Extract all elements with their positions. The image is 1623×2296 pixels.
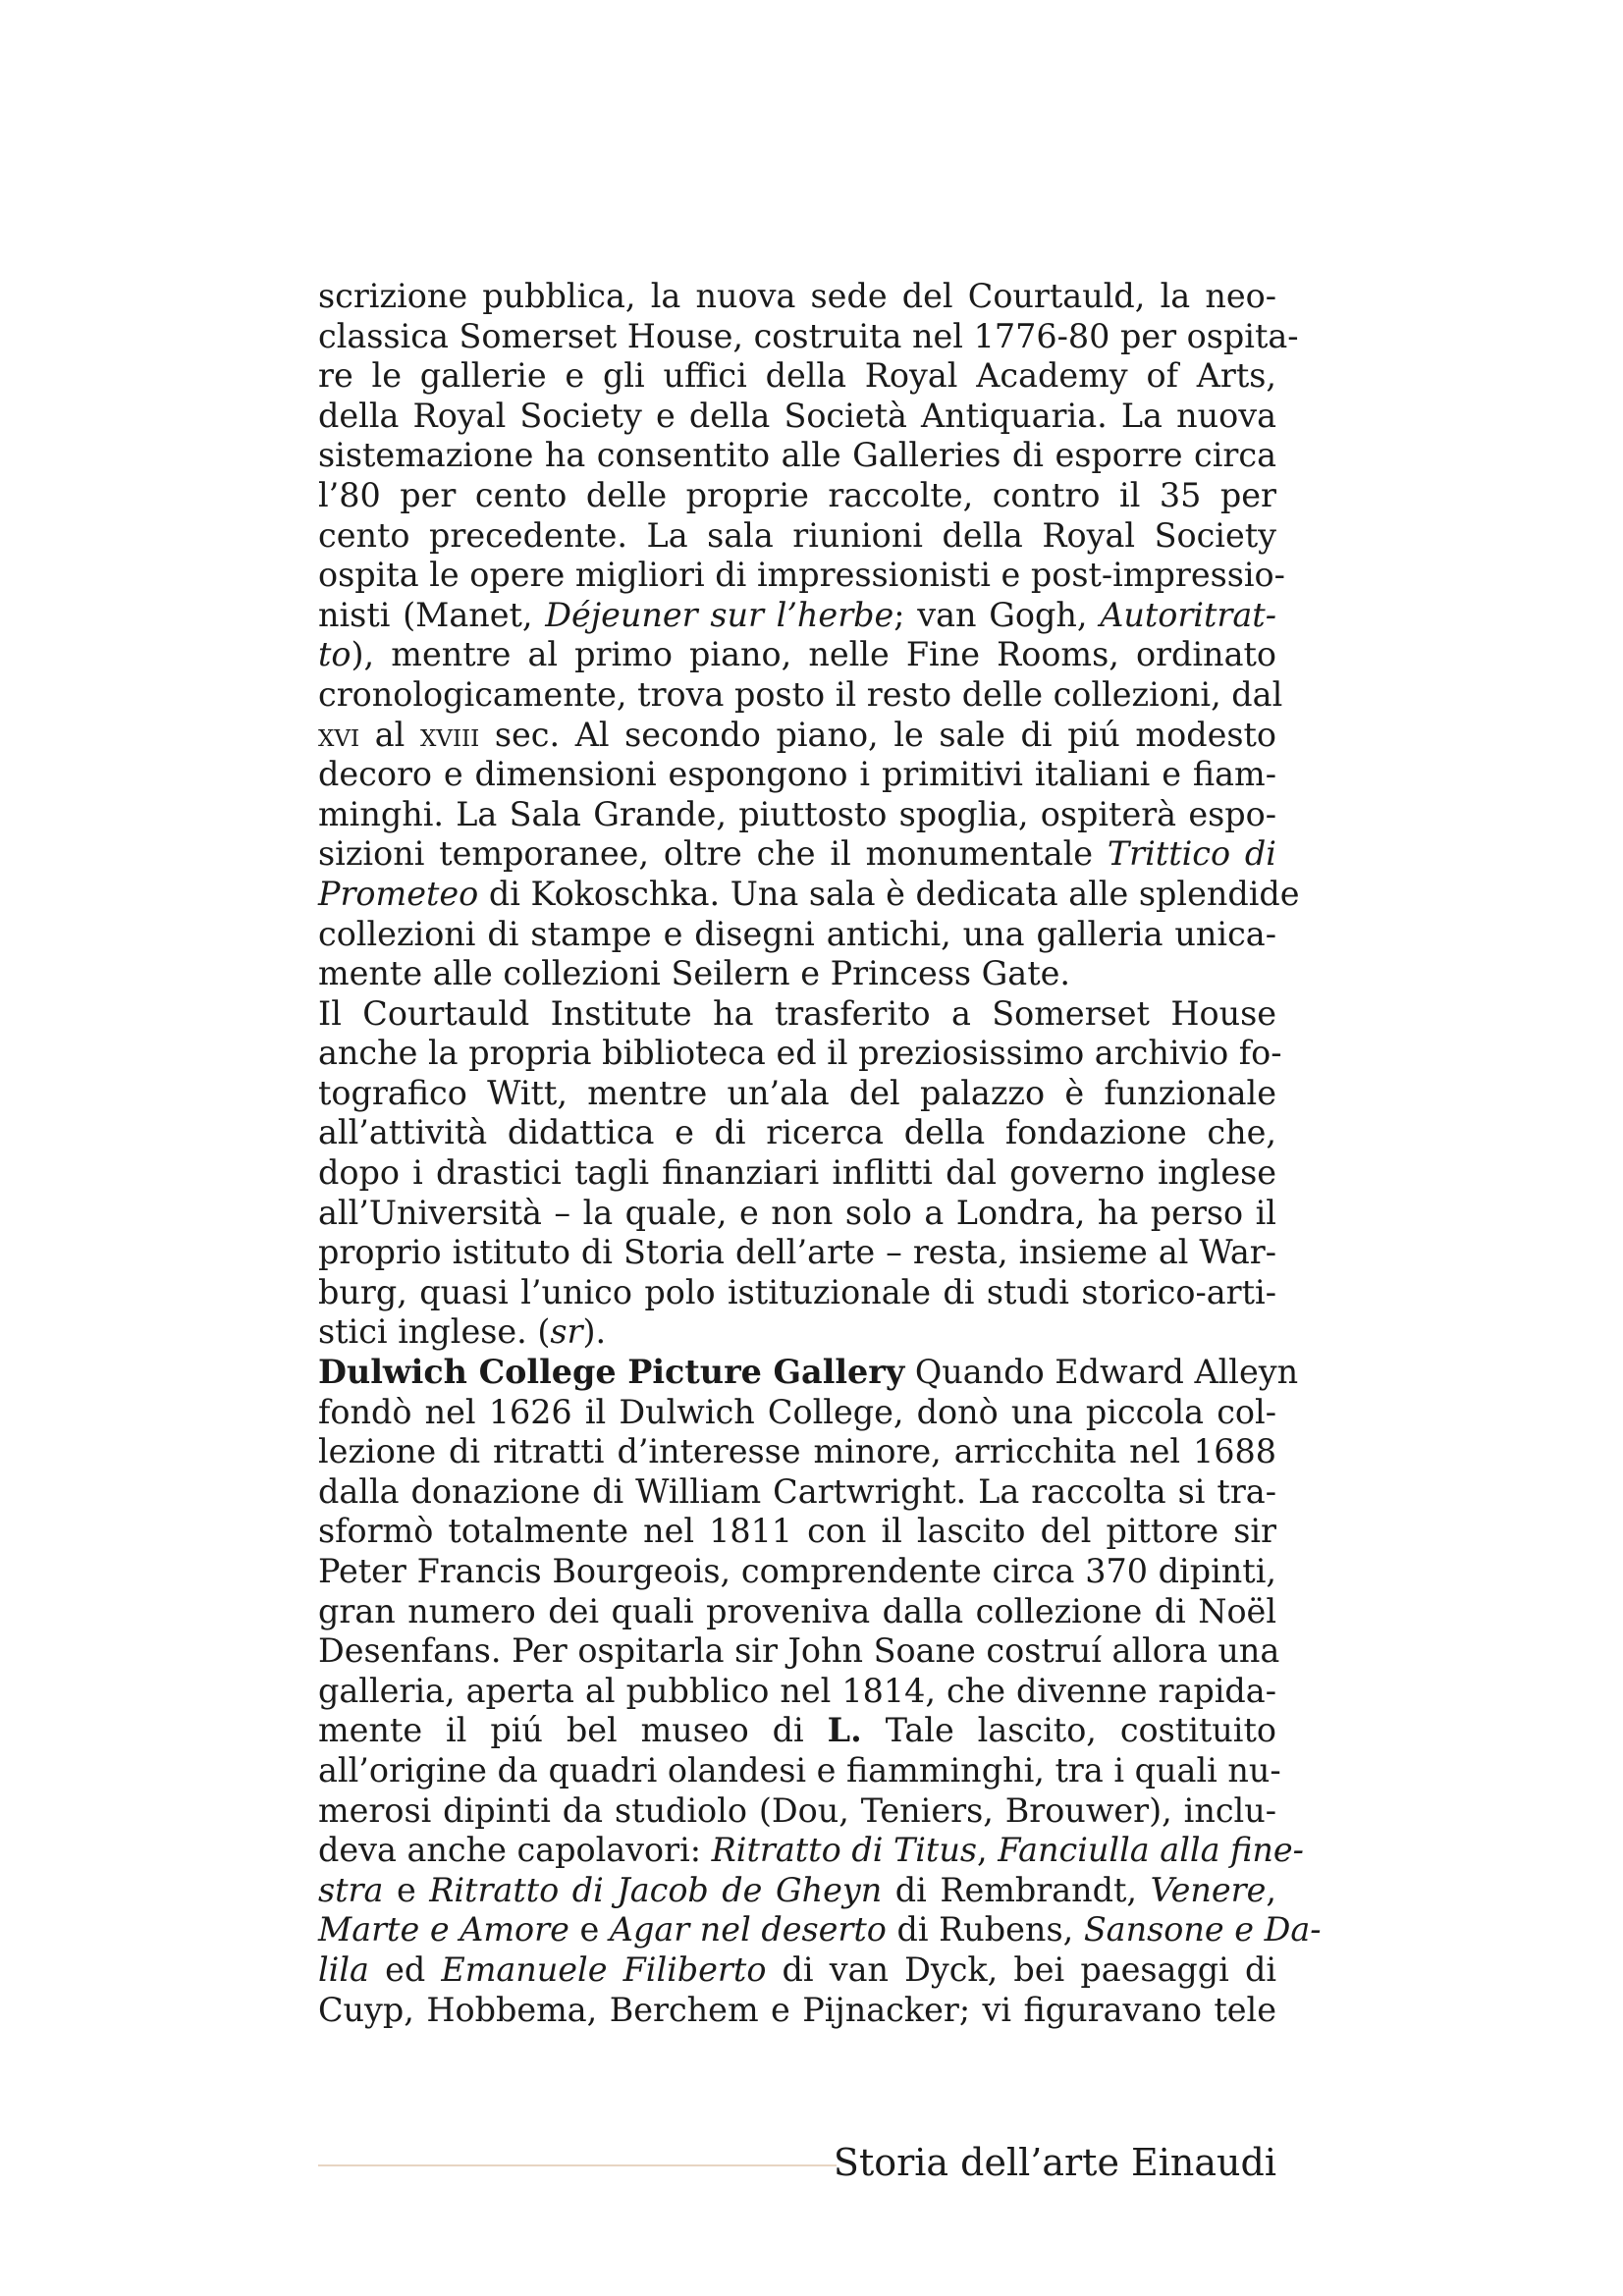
text-line: [318, 635, 1276, 675]
text-line: [318, 795, 1276, 835]
text-line: [318, 674, 1283, 716]
text-line: [318, 277, 1276, 317]
text-run: mente alle collezioni Seilern e Princess Gate.: [318, 954, 1070, 993]
text-line: [318, 1871, 1276, 1911]
text-line: [318, 1750, 1281, 1791]
text-run: Ritratto di Jacob de Gheyn: [429, 1870, 883, 1909]
text-line: [318, 1233, 1276, 1273]
text-run: della Royal Society e della Società Antiquaria. La nuova: [318, 396, 1276, 435]
text-run: anche la propria biblioteca ed il preziosissimo archivio fo-: [318, 1034, 1282, 1073]
text-run: Agar nel deserto: [609, 1910, 887, 1949]
text-run: Quando Edward Alleyn: [904, 1353, 1299, 1392]
text-run: L.: [827, 1711, 862, 1750]
text-run: Sansone e Da-: [1083, 1910, 1322, 1949]
text-run: Trittico di: [1107, 834, 1276, 874]
text-run: ).: [582, 1312, 607, 1352]
text-line: [318, 1791, 1276, 1832]
text-line: [318, 874, 1300, 915]
text-run: fondò nel 1626 il Dulwich College, donò una piccola col-: [318, 1392, 1276, 1431]
text-run: burg, quasi l’unico polo istituzionale di studi storico-arti-: [318, 1272, 1276, 1311]
text-run: sistemazione ha consentito alle Galleries di esporre circa: [318, 436, 1276, 475]
text-run: classica Somerset House, costruita nel 1776-80 per ospita-: [318, 316, 1299, 355]
text-line: [318, 596, 1276, 636]
text-run: scrizione pubblica, la nuova sede del Courtauld, la neo-: [318, 277, 1276, 315]
text-run: l’80 per cento delle proprie raccolte, contro il 35 per: [318, 475, 1276, 514]
text-line: [318, 915, 1276, 955]
footer-rule: [318, 2164, 837, 2166]
text-run: di Rembrandt,: [882, 1870, 1151, 1909]
text-run: gran numero dei quali proveniva dalla collezione di Noël: [318, 1591, 1276, 1630]
text-run: cronologicamente, trova posto il resto delle collezioni, dal: [318, 674, 1283, 714]
footer-title: Storia dell’arte Einaudi: [833, 2141, 1276, 2184]
text-line: [318, 716, 1276, 756]
text-run: xvi: [318, 715, 360, 754]
text-line: [318, 1552, 1276, 1592]
text-line: [318, 1831, 1304, 1871]
text-run: to: [318, 635, 352, 674]
text-run: Desenfans. Per ospitarla sir John Soane costruí allora una: [318, 1631, 1280, 1671]
text-run: all’origine da quadri olandesi e fiamminghi, tra i quali nu-: [318, 1750, 1281, 1789]
text-line: [318, 476, 1276, 516]
text-run: Venere: [1150, 1870, 1267, 1909]
text-run: ,: [977, 1831, 999, 1870]
text-line: [318, 1672, 1276, 1712]
text-run: mente il piú bel museo di: [318, 1711, 828, 1750]
text-run: tografico Witt, mentre un’ala del palazzo è funzionale: [318, 1073, 1276, 1112]
text-line: [318, 356, 1276, 397]
text-run: e: [568, 1910, 610, 1949]
text-line: [318, 1074, 1276, 1114]
text-run: stici inglese. (: [318, 1312, 551, 1352]
text-run: minghi. La Sala Grande, piuttosto spoglia, ospiterà espo-: [318, 794, 1276, 833]
text-run: Peter Francis Bourgeois, comprendente circa 370 dipinti,: [318, 1552, 1276, 1590]
text-run: Ritratto di Titus: [711, 1831, 977, 1870]
text-run: nisti (Manet,: [318, 595, 546, 634]
text-line: [318, 516, 1276, 557]
text-run: ; van Gogh,: [893, 595, 1101, 634]
text-run: all’Università – la quale, e non solo a Londra, ha perso il: [318, 1193, 1276, 1232]
body-text: [318, 277, 1322, 2030]
text-run: di Kokoschka. Una sala è dedicata alle splendide: [478, 874, 1300, 913]
text-line: [318, 1631, 1280, 1672]
text-run: Prometeo: [318, 874, 479, 913]
text-run: sec. Al secondo piano, le sale di piú modesto: [479, 715, 1276, 754]
text-run: dalla donazione di William Cartwright. La raccolta si tra-: [318, 1471, 1276, 1511]
text-line: [318, 1353, 1299, 1393]
text-line: [318, 755, 1276, 795]
text-run: Cuyp, Hobbema, Berchem e Pijnacker; vi figuravano tele: [318, 1990, 1276, 2029]
text-line: [318, 1312, 1276, 1353]
text-line: [318, 834, 1276, 875]
text-run: Emanuele Filiberto: [441, 1949, 767, 1989]
text-line: [318, 316, 1299, 357]
text-line: [318, 994, 1276, 1035]
text-run: xviii: [419, 715, 480, 754]
text-run: merosi dipinti da studiolo (Dou, Teniers, Brouwer), inclu-: [318, 1790, 1276, 1830]
text-line: [318, 1512, 1276, 1552]
text-run: cento precedente. La sala riunioni della Royal Society: [318, 515, 1276, 555]
text-line: [318, 954, 1276, 994]
text-run: dopo i drastici tagli finanziari inflitti dal governo inglese: [318, 1153, 1276, 1193]
text-run: Marte e Amore: [318, 1910, 569, 1949]
text-line: [318, 1950, 1276, 1991]
text-line: [318, 436, 1276, 476]
text-line: [318, 1910, 1322, 1950]
text-run: ed: [368, 1949, 442, 1989]
text-line: [318, 1991, 1276, 2031]
text-run: ,: [1266, 1870, 1276, 1909]
text-line: [318, 1393, 1276, 1433]
text-run: deva anche capolavori:: [318, 1831, 712, 1870]
text-line: [318, 1592, 1276, 1632]
text-run: sizioni temporanee, oltre che il monumentale: [318, 834, 1108, 874]
text-run: galleria, aperta al pubblico nel 1814, che divenne rapida-: [318, 1671, 1276, 1710]
text-run: lezione di ritratti d’interesse minore, arricchita nel 1688: [318, 1432, 1276, 1471]
text-run: stra: [318, 1870, 384, 1909]
text-line: [318, 397, 1276, 437]
text-run: Il Courtauld Institute ha trasferito a Somerset House: [318, 993, 1276, 1033]
text-run: di van Dyck, bei paesaggi di: [766, 1949, 1276, 1989]
text-line: [318, 1153, 1276, 1194]
text-run: proprio istituto di Storia dell’arte – resta, insieme al War-: [318, 1233, 1276, 1272]
text-run: re le gallerie e gli uffici della Royal Academy of Arts,: [318, 356, 1276, 396]
text-run: sformò totalmente nel 1811 con il lascito del pittore sir: [318, 1512, 1276, 1551]
text-run: decoro e dimensioni espongono i primitivi italiani e fiam-: [318, 755, 1276, 794]
text-run: Tale lascito, costituito: [861, 1711, 1277, 1750]
text-line: [318, 1113, 1276, 1153]
text-run: sr: [550, 1312, 583, 1352]
text-run: collezioni di stampe e disegni antichi, una galleria unica-: [318, 914, 1276, 953]
text-line: [318, 1472, 1276, 1513]
text-line: [318, 1034, 1282, 1074]
text-line: [318, 1711, 1276, 1751]
text-run: all’attività didattica e di ricerca della fondazione che,: [318, 1113, 1276, 1152]
text-line: [318, 556, 1285, 596]
text-run: ospita le opere migliori di impressionisti e post-impressio-: [318, 556, 1285, 595]
text-run: lila: [318, 1949, 369, 1989]
text-run: e: [383, 1870, 430, 1909]
text-run: di Rubens,: [886, 1910, 1084, 1949]
text-run: al: [359, 715, 420, 754]
text-line: [318, 1432, 1276, 1472]
text-line: [318, 1273, 1276, 1313]
text-run: Autoritrat-: [1100, 595, 1276, 634]
text-run: ), mentre al primo piano, nelle Fine Rooms, ordinato: [351, 635, 1276, 674]
text-line: [318, 1194, 1276, 1234]
text-run: Déjeuner sur l’herbe: [545, 595, 894, 634]
text-run: Dulwich College Picture Gallery: [318, 1353, 905, 1392]
text-run: Fanciulla alla fine-: [998, 1831, 1304, 1870]
